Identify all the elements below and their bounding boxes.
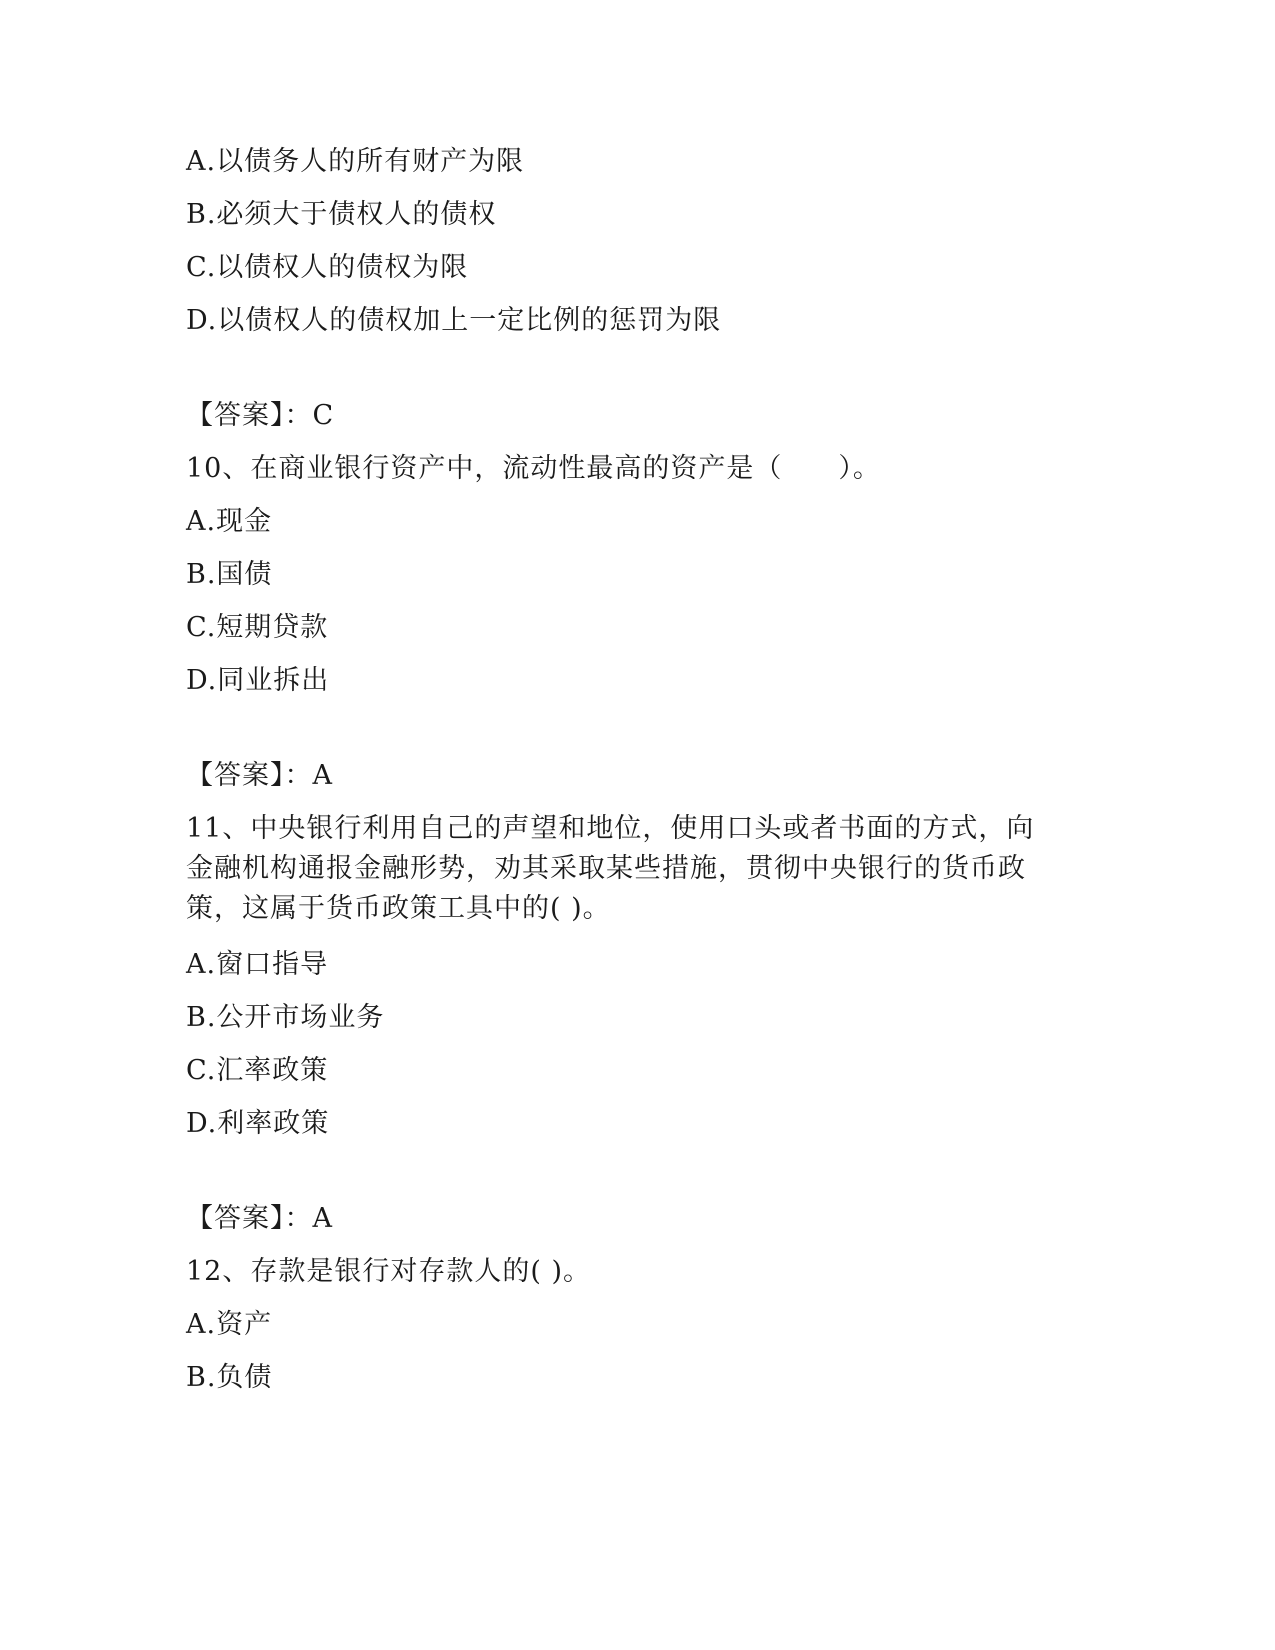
q11-option-d: D.利率政策 (186, 1108, 330, 1139)
q9-option-a: A.以债务人的所有财产为限 (186, 146, 525, 177)
q11-answer: 【答案】：A (186, 1203, 333, 1234)
q9-option-d: D.以债权人的债权加上一定比例的惩罚为限 (186, 305, 722, 336)
q11-question-line: 11、中央银行利用自己的声望和地位，使用口头或者书面的方式，向 (186, 813, 1035, 844)
q9-option-c: C.以债权人的债权为限 (186, 252, 469, 283)
q11-question (186, 809, 1066, 929)
q9-option-b: B.必须大于债权人的债权 (186, 199, 497, 230)
q9-answer: 【答案】：C (186, 400, 335, 431)
q10-option-b: B.国债 (186, 559, 273, 590)
q10-option-c: C.短期贷款 (186, 612, 329, 643)
q10-option-a: A.现金 (186, 506, 273, 537)
q10-option-d: D.同业拆出 (186, 665, 330, 696)
q11-question-line: 策，这属于货币政策工具中的( )。 (186, 893, 611, 924)
q11-option-b: B.公开市场业务 (186, 1002, 385, 1033)
q11-option-a: A.窗口指导 (186, 949, 329, 980)
q12-question: 12、存款是银行对存款人的( )。 (186, 1256, 592, 1287)
q12-option-b: B.负债 (186, 1362, 273, 1393)
q11-option-c: C.汇率政策 (186, 1055, 329, 1086)
q10-answer: 【答案】：A (186, 760, 333, 791)
q11-question-line: 金融机构通报金融形势，劝其采取某些措施，贯彻中央银行的货币政 (186, 853, 1026, 884)
q12-option-a: A.资产 (186, 1309, 273, 1340)
q10-question: 10、在商业银行资产中，流动性最高的资产是（ ）。 (186, 453, 881, 484)
